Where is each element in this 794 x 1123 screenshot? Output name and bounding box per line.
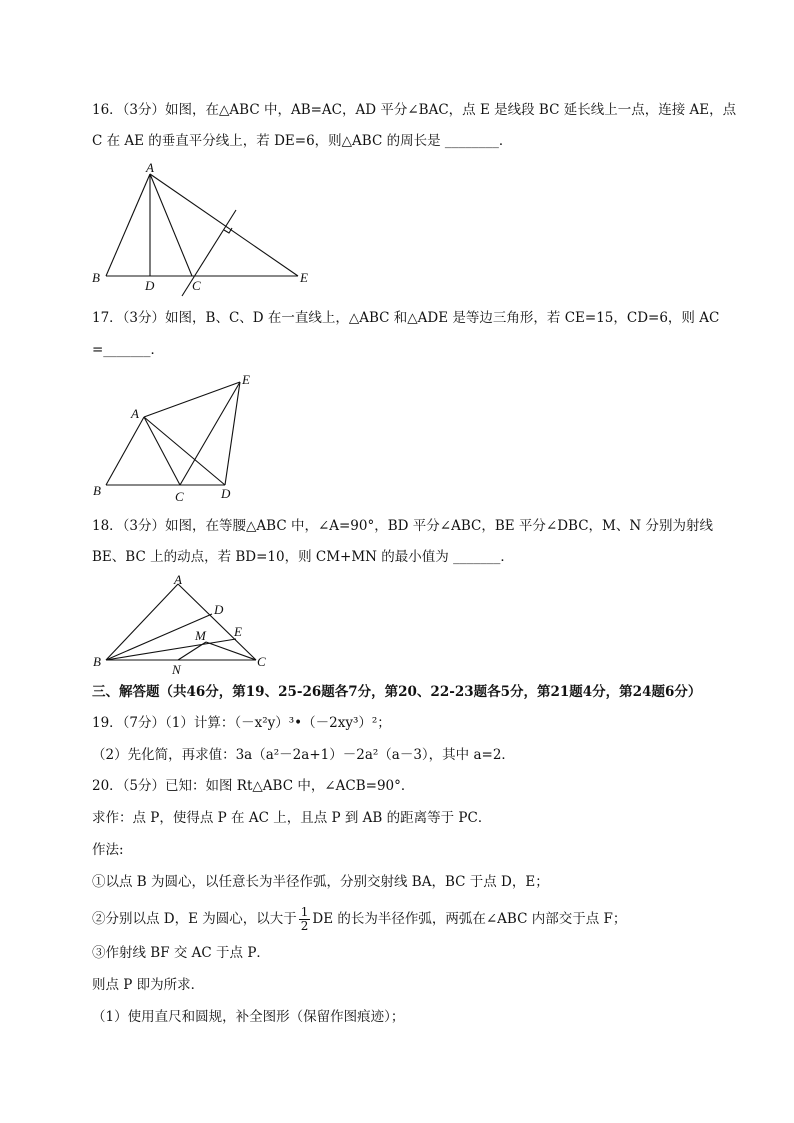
q16-perpendicular-bisector: [182, 210, 236, 296]
q18-label-c: C: [257, 654, 266, 669]
q16-label-d: D: [145, 278, 155, 293]
q16-text-line1: 16．（3分）如图，在△ABC 中，AB=AC，AD 平分∠BAC，点 E 是线段 BC 延长线上一点，连接 AE，点: [92, 102, 737, 118]
q16-segment-ae: [150, 174, 298, 276]
q17-label-c: C: [175, 489, 184, 504]
q16-segment-ab: [106, 174, 150, 276]
q18-figure: [90, 572, 280, 680]
q17-segment-ce: [180, 382, 240, 485]
q18-segment-ab: [106, 584, 178, 660]
q20-text-line2: 求作：点 P，使得点 P 在 AC 上，且点 P 到 AB 的距离等于 PC．: [92, 810, 492, 826]
q17-label-e: E: [242, 372, 250, 387]
q20-step1: ①以点 B 为圆心，以任意长为半径作弧，分别交射线 BA，BC 于点 D，E；: [92, 874, 549, 890]
q16-label-b: B: [92, 270, 100, 285]
q20-text-line4: 则点 P 即为所求．: [92, 977, 205, 993]
q18-label-n: N: [172, 662, 181, 677]
q18-segment-mn: [178, 642, 206, 660]
q18-label-d: D: [214, 602, 224, 617]
q16-figure: [86, 160, 326, 300]
q18-text-line1: 18．（3分）如图，在等腰△ABC 中，∠A=90°，BD 平分∠ABC，BE 平分∠DBC，M、N 分别为射线: [92, 518, 713, 534]
q20-fraction-numerator: 1: [300, 905, 309, 919]
q20-fraction-half: [299, 906, 311, 933]
q18-segment-cm: [206, 642, 256, 660]
q18-segment-ac: [178, 584, 256, 660]
q16-segment-ac: [150, 174, 192, 276]
q19-text-line2: （2）先化简，再求值：3a（a²－2a+1）－2a²（a－3），其中 a=2．: [92, 747, 515, 763]
q16-right-angle-mark: [224, 228, 232, 233]
q17-segment-ab: [106, 417, 144, 485]
q16-text-line2: C 在 AE 的垂直平分线上，若 DE=6，则△ABC 的周长是 ________．: [92, 133, 513, 149]
q17-text-line2: =_______．: [92, 342, 165, 358]
q18-text-line2: BE、BC 上的动点，若 BD=10，则 CM+MN 的最小值为 _______．: [92, 549, 514, 565]
q16-label-e: E: [300, 270, 308, 285]
q17-label-d: D: [221, 486, 231, 501]
q20-fraction-denominator: 2: [300, 919, 309, 933]
q17-segment-ac: [144, 417, 180, 485]
q20-step3: ③作射线 BF 交 AC 于点 P．: [92, 945, 270, 961]
q20-step2-post: DE 的长为半径作弧，两弧在∠ABC 内部交于点 F；: [312, 911, 627, 927]
q16-label-c: C: [192, 278, 201, 293]
q17-segment-ad: [144, 417, 225, 485]
q18-label-m: M: [195, 628, 206, 643]
q18-label-e: E: [234, 624, 242, 639]
q20-step2: [92, 906, 626, 933]
q18-segment-be: [106, 639, 236, 660]
q17-label-a: A: [131, 406, 139, 421]
q20-text-line1: 20．（5分）已知：如图 Rt△ABC 中，∠ACB=90°．: [92, 778, 415, 794]
q18-label-b: B: [93, 654, 101, 669]
section3-heading: 三、解答题（共46分，第19、25-26题各7分，第20、22-23题各5分，第21题4分，第24题6分）: [92, 684, 702, 700]
q20-text-line5: （1）使用直尺和圆规，补全图形（保留作图痕迹）；: [92, 1009, 405, 1025]
q17-figure: [90, 370, 270, 505]
q17-label-b: B: [93, 483, 101, 498]
q20-step2-pre: ②分别以点 D，E 为圆心，以大于: [92, 911, 297, 927]
q17-segment-ae: [144, 382, 240, 417]
q20-text-line3: 作法:: [92, 842, 124, 858]
q18-label-a: A: [174, 572, 182, 587]
q16-label-a: A: [146, 160, 154, 175]
q17-text-line1: 17．（3分）如图，B、C、D 在一直线上，△ABC 和△ADE 是等边三角形，若 CE=15，CD=6，则 AC: [92, 310, 720, 326]
q17-segment-de: [225, 382, 240, 485]
q19-text-line1: 19．（7分）（1）计算：（－x²y）³•（－2xy³）²；: [92, 715, 391, 731]
